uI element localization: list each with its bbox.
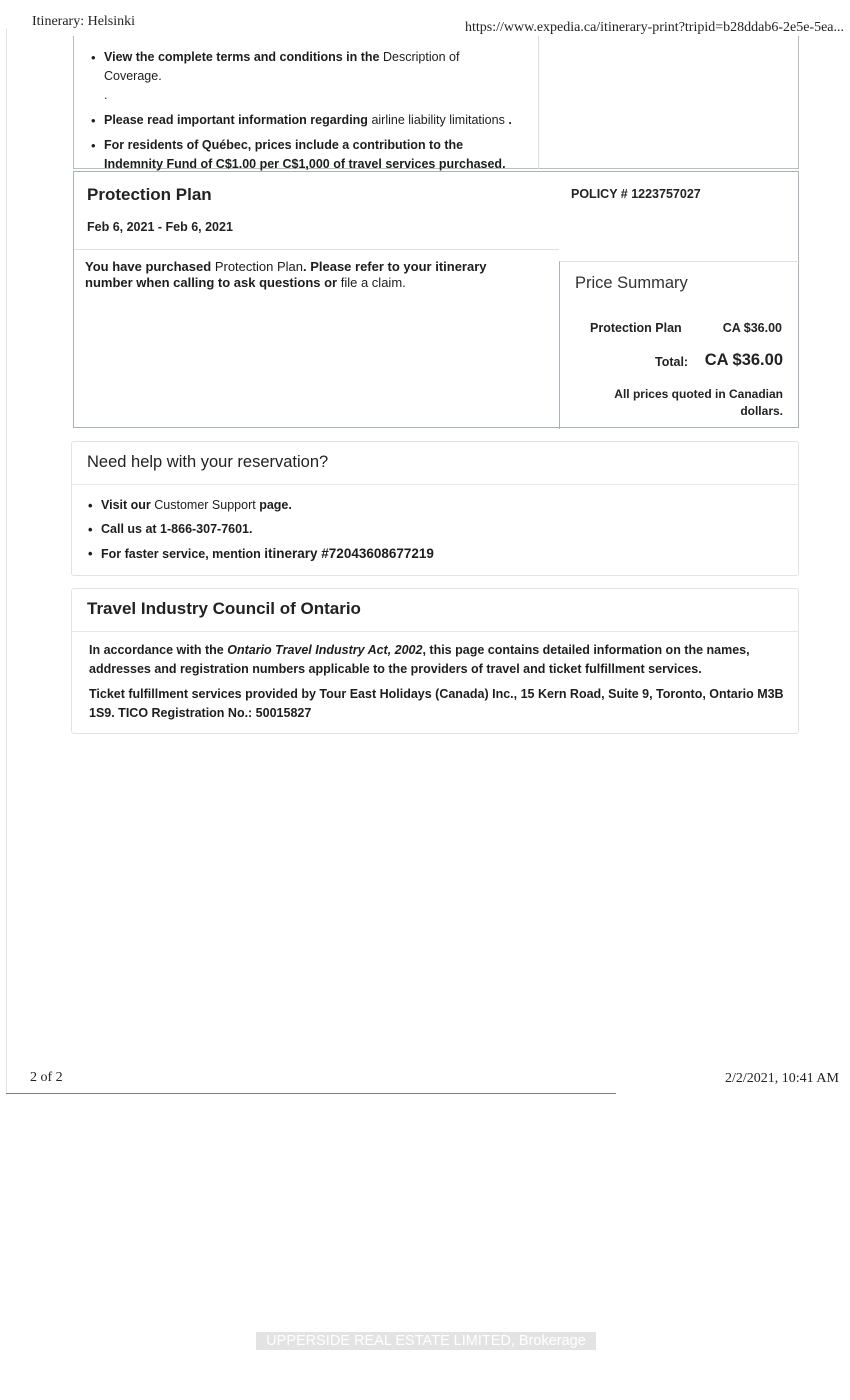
print-header-title: Itinerary: Helsinki <box>32 14 136 29</box>
protection-plan-section <box>73 171 799 428</box>
help-title: Need help with your reservation? <box>87 453 329 471</box>
plan-dates: Feb 6, 2021 - Feb 6, 2021 <box>87 220 233 234</box>
plan-divider <box>74 249 559 250</box>
price-item-value: CA $36.00 <box>722 321 782 335</box>
terms-item-coverage: • View the complete terms and conditions in the Description of Coverage. . <box>90 48 520 105</box>
terms-section <box>73 36 799 169</box>
page-number: 2 of 2 <box>30 1070 63 1085</box>
tico-paragraph-act: In accordance with the Ontario Travel Industry Act, 2002, this page contains detailed information on the names, addresses and registration numbers applicable to the providers of travel and ticket fulfillment services. <box>89 643 750 676</box>
print-header-url: https://www.expedia.ca/itinerary-print?tripid=b28ddab6-2e5e-5ea... <box>465 20 845 35</box>
price-summary-title: Price Summary <box>575 274 688 292</box>
price-line-item <box>590 321 782 335</box>
brokerage-watermark: UPPERSIDE REAL ESTATE LIMITED, Brokerage <box>256 1332 596 1350</box>
terms-list <box>90 48 520 180</box>
tico-paragraph-fulfillment: Ticket fulfillment services provided by Tour East Holidays (Canada) Inc., 15 Kern Road, Suite 9, Toronto, Ontario M3B 1S9. TICO Registration No.: 50015827 <box>89 687 784 720</box>
customer-support-link[interactable]: Customer Support <box>154 498 256 512</box>
tico-section <box>71 588 799 734</box>
price-summary <box>559 261 800 429</box>
itinerary-number: itinerary #72043608677219 <box>264 546 434 561</box>
tico-divider <box>72 631 798 632</box>
protection-plan-link[interactable]: Protection Plan <box>214 259 303 274</box>
page-edge-left <box>6 28 7 1093</box>
tico-title: Travel Industry Council of Ontario <box>87 599 361 618</box>
help-item-itinerary: • For faster service, mention itinerary #72043608677219 <box>87 545 777 563</box>
help-item-phone: • Call us at 1-866-307-7601. <box>87 521 777 538</box>
page-edge-bottom <box>6 1093 616 1094</box>
help-divider <box>72 484 798 485</box>
description-of-coverage-link[interactable]: Description of Coverage. <box>104 50 460 83</box>
price-currency-note: All prices quoted in Canadian dollars. <box>614 387 783 418</box>
price-total-label: Total: <box>655 355 689 369</box>
print-datetime: 2/2/2021, 10:41 AM <box>725 1071 839 1086</box>
price-total-value: CA $36.00 <box>704 351 783 369</box>
plan-title: Protection Plan <box>87 185 212 204</box>
help-item-support: • Visit our Customer Support page. <box>87 497 777 514</box>
airline-liability-link[interactable]: airline liability limitations <box>371 113 505 127</box>
policy-number: POLICY # 1223757027 <box>571 187 701 201</box>
help-section <box>71 441 799 576</box>
help-list <box>87 497 777 570</box>
price-item-label: Protection Plan <box>590 321 682 335</box>
plan-message: You have purchased Protection Plan. Please refer to your itinerary number when calling to ask questions or file a claim. <box>85 259 487 290</box>
terms-item-quebec: • For residents of Québec, prices include a contribution to the Indemnity Fund of C$1.00 per C$1,000 of travel services purchased. <box>90 136 520 174</box>
file-claim-link[interactable]: file a claim <box>340 275 403 290</box>
terms-divider <box>538 36 539 169</box>
terms-item-airline-liability: • Please read important information regarding airline liability limitations . <box>90 111 520 130</box>
